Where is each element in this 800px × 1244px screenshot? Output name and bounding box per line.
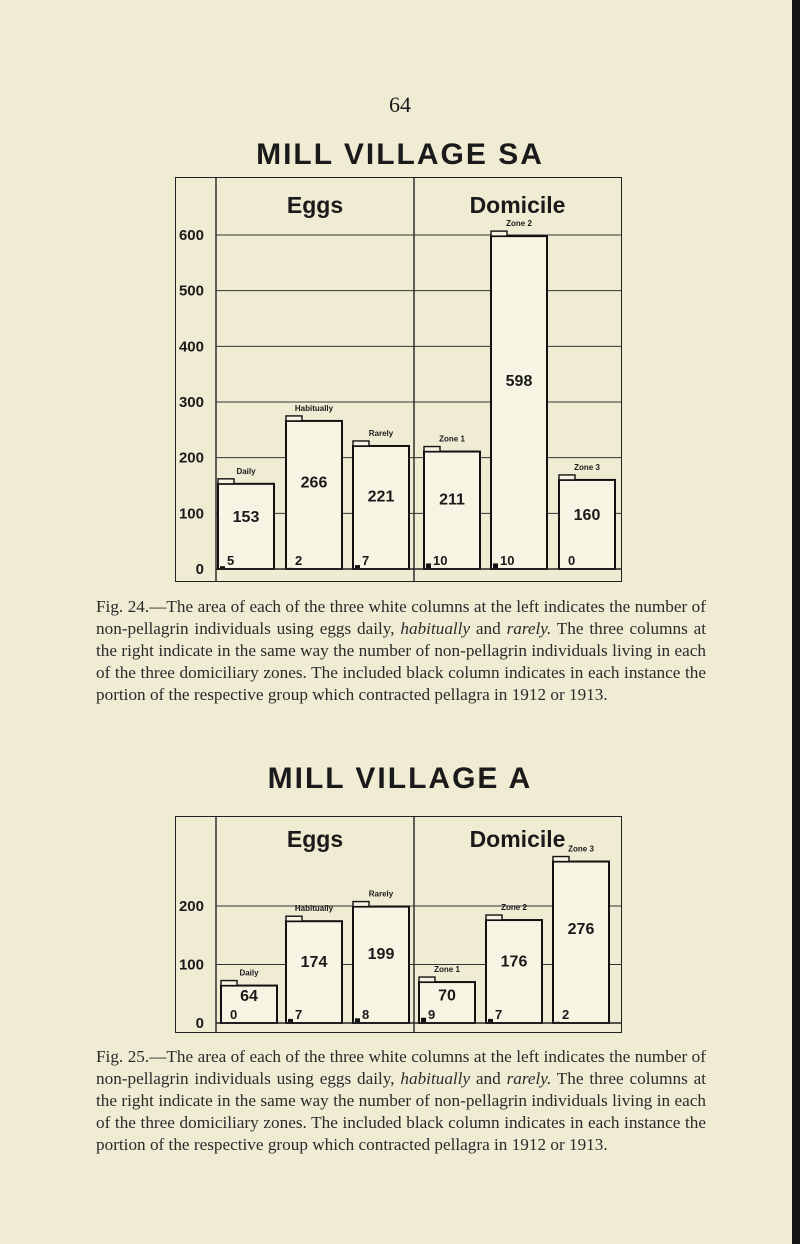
bar-top-tab xyxy=(218,479,234,484)
category-label: Daily xyxy=(236,466,256,476)
bar-black xyxy=(355,1018,360,1023)
category-label: Rarely xyxy=(368,889,394,899)
bar-value-label: 153 xyxy=(232,509,260,527)
figure-24-chart xyxy=(176,178,621,581)
bar-black-label: 5 xyxy=(227,553,235,568)
bar-top-tab xyxy=(353,902,369,907)
figure-25-title: MILL VILLAGE A xyxy=(267,762,533,795)
figure-24-caption-label: Fig. 24. xyxy=(96,597,150,616)
bar-black-label: 2 xyxy=(562,1007,570,1022)
bar-black-label: 7 xyxy=(362,553,370,568)
bar-top-tab xyxy=(221,981,237,986)
figure-24-chart-frame xyxy=(175,177,622,582)
category-label: Zone 3 xyxy=(574,462,600,472)
group-header-domicile: Domicile xyxy=(469,192,566,218)
bar-value-label: 70 xyxy=(438,987,456,1005)
bar-white xyxy=(424,452,480,569)
bar-top-tab xyxy=(559,475,575,480)
bar-value-label: 598 xyxy=(505,372,533,390)
category-label: Zone 2 xyxy=(501,903,527,913)
bar-value-label: 160 xyxy=(573,507,601,525)
bar-black-label: 8 xyxy=(362,1007,370,1022)
y-tick-label: 0 xyxy=(195,1015,204,1032)
bar-value-label: 221 xyxy=(367,488,395,506)
bar-white xyxy=(353,446,409,569)
group-header-domicile: Domicile xyxy=(469,826,566,852)
y-tick-label: 600 xyxy=(178,227,204,244)
group-header-eggs: Eggs xyxy=(286,192,344,218)
bar-value-label: 199 xyxy=(367,945,395,963)
figure-24-caption-text-b: and xyxy=(470,619,507,638)
bar-top-tab xyxy=(353,441,369,446)
bar-black xyxy=(426,563,431,569)
y-tick-label: 400 xyxy=(178,338,204,356)
bar-black xyxy=(493,563,498,569)
figure-25-caption-text-a: —The area of each of the three white columns at the left indicates the number of non-pellagrin individuals using eggs daily, xyxy=(96,1047,706,1088)
y-tick-label: 100 xyxy=(178,505,204,523)
bar-white xyxy=(286,421,342,569)
y-tick-label: 500 xyxy=(178,282,204,300)
category-label: Daily xyxy=(239,968,259,978)
bar-value-label: 176 xyxy=(500,953,528,971)
bar-top-tab xyxy=(553,857,569,862)
bar-top-tab xyxy=(419,977,435,982)
figure-24-caption-text-c: The three columns at the right indicate in the same way the number of non-pellagrin individuals living in each of the three domiciliary zones. The included black column indicates in each instance the portion of the respective group which contracted pellagra in 1912 or 1913. xyxy=(96,619,706,704)
bar-black-label: 2 xyxy=(295,553,303,568)
category-label: Zone 1 xyxy=(434,965,460,975)
bar-value-label: 174 xyxy=(300,954,328,972)
category-label: Zone 3 xyxy=(568,844,594,854)
figure-25-caption-label: Fig. 25. xyxy=(96,1047,150,1066)
bar-top-tab xyxy=(491,231,507,236)
bar-white xyxy=(491,236,547,569)
bar-black xyxy=(421,1018,426,1023)
figure-25-caption xyxy=(96,1046,706,1156)
bar-black-label: 0 xyxy=(230,1007,238,1022)
bar-black-label: 10 xyxy=(500,553,515,568)
figure-25-caption-em-1: habitually xyxy=(400,1069,471,1088)
category-label: Habitually xyxy=(294,904,334,914)
y-tick-label: 100 xyxy=(178,956,204,974)
y-tick-label: 200 xyxy=(178,898,204,915)
category-label: Zone 2 xyxy=(506,219,532,229)
bar-value-label: 211 xyxy=(439,491,465,509)
figure-25-chart xyxy=(176,817,621,1032)
y-tick-label: 0 xyxy=(195,561,204,578)
bar-value-label: 266 xyxy=(300,474,328,492)
bar-white xyxy=(553,862,609,1023)
bar-top-tab xyxy=(424,447,440,452)
bar-top-tab xyxy=(286,416,302,421)
figure-24-caption xyxy=(96,596,706,706)
category-label: Zone 1 xyxy=(439,434,465,444)
bar-value-label: 64 xyxy=(240,988,258,1005)
group-header-eggs: Eggs xyxy=(286,826,344,852)
figure-25-caption-text-c: The three columns at the right indicate in the same way the number of non-pellagrin individuals living in each of the three domiciliary zones. The included black column indicates in each instance the portion of the respective group which contracted pellagra in 1912 or 1913. xyxy=(96,1069,706,1154)
figure-24-caption-em-1: habitually xyxy=(400,619,471,638)
bar-value-label: 276 xyxy=(567,921,595,939)
bar-white xyxy=(353,907,409,1023)
figure-24-caption-em-2: rarely. xyxy=(506,619,552,638)
bar-black-label: 10 xyxy=(433,553,448,568)
page-edge xyxy=(792,0,800,1244)
bar-black-label: 0 xyxy=(568,553,576,568)
y-tick-label: 300 xyxy=(178,394,204,411)
figure-24-title: MILL VILLAGE SA xyxy=(256,138,544,171)
bar-black-label: 7 xyxy=(495,1007,503,1022)
y-tick-label: 200 xyxy=(178,449,204,467)
category-label: Habitually xyxy=(294,403,334,413)
page-number: 64 xyxy=(389,92,411,117)
bar-top-tab xyxy=(286,916,302,921)
figure-25-caption-em-2: rarely. xyxy=(506,1069,552,1088)
figure-25-chart-frame xyxy=(175,816,622,1033)
bar-black-label: 7 xyxy=(295,1007,303,1022)
figure-25-caption-text-b: and xyxy=(470,1069,507,1088)
figure-24-caption-text-a: —The area of each of the three white columns at the left indicates the number of non-pellagrin individuals using eggs daily, xyxy=(96,597,706,638)
bar-black-label: 9 xyxy=(428,1007,436,1022)
category-label: Rarely xyxy=(368,428,394,438)
bar-top-tab xyxy=(486,915,502,920)
